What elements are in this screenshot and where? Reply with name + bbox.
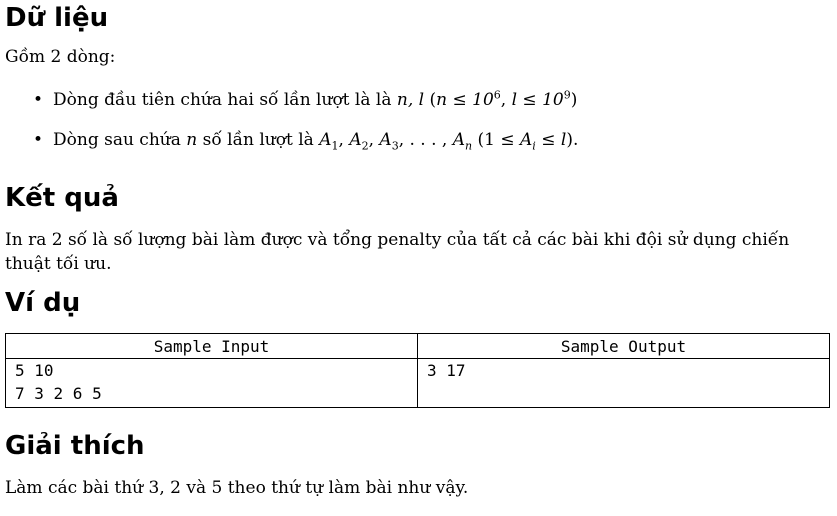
bullet-text: số lần lượt là [197, 130, 320, 150]
separator: , [368, 130, 380, 150]
list-item [0, 88, 578, 128]
sample-output-cell [418, 359, 830, 408]
math-expression: A [452, 130, 466, 150]
math-expression: l [560, 130, 567, 150]
list-item [0, 128, 578, 168]
sample-output-text: 3 17 [427, 361, 466, 380]
explanation-heading: Giải thích [5, 431, 145, 461]
bullet-icon: • [33, 90, 44, 110]
output-description: In ra 2 số là số lượng bài làm được và tổng penalty của tất cả các bài khi đội sử dụng chiến thuật tối ưu. [5, 230, 790, 274]
math-expression: n [186, 130, 198, 150]
sample-output-header: Sample Output [418, 334, 830, 359]
sample-input-header: Sample Input [6, 334, 418, 359]
subscript: n [465, 139, 473, 153]
bullet-text: (1 ≤ [472, 130, 521, 150]
bullet-icon: • [33, 130, 44, 150]
table-header-row [6, 334, 830, 359]
subscript: 1 [331, 139, 339, 153]
bullet-text: Dòng sau chứa [53, 130, 187, 150]
math-expression: n ≤ 10 [436, 90, 494, 110]
subscript: 3 [391, 139, 399, 153]
bullet-text: ) [570, 90, 578, 110]
table-row [6, 359, 830, 408]
exponent: 6 [493, 88, 501, 102]
input-bullet-list [0, 88, 578, 168]
output-heading: Kết quả [5, 183, 119, 213]
subscript: i [532, 139, 536, 153]
separator: , . . . , [398, 130, 453, 150]
explanation-text: Làm các bài thứ 3, 2 và 5 theo thứ tự làm bài như vậy. [5, 478, 469, 498]
math-expression: n, l [396, 90, 425, 110]
math-expression: A [319, 130, 332, 150]
math-expression: l ≤ 10 [511, 90, 564, 110]
math-expression: A [349, 130, 362, 150]
separator: , [338, 130, 350, 150]
bullet-text: , [500, 90, 512, 110]
bullet-text: ≤ [535, 130, 561, 150]
input-intro: Gồm 2 dòng: [5, 47, 116, 67]
sample-table [5, 333, 830, 408]
sample-input-cell [6, 359, 418, 408]
sample-input-text: 5 10 7 3 2 6 5 [15, 361, 102, 403]
math-expression: A [379, 130, 392, 150]
bullet-text: Dòng đầu tiên chứa hai số lần lượt là là [53, 90, 397, 110]
math-expression: A [520, 130, 533, 150]
bullet-text: ( [424, 90, 437, 110]
bullet-text: ). [566, 130, 579, 150]
input-heading: Dữ liệu [5, 3, 109, 33]
example-heading: Ví dụ [5, 288, 81, 318]
subscript: 2 [361, 139, 369, 153]
exponent: 9 [563, 88, 571, 102]
